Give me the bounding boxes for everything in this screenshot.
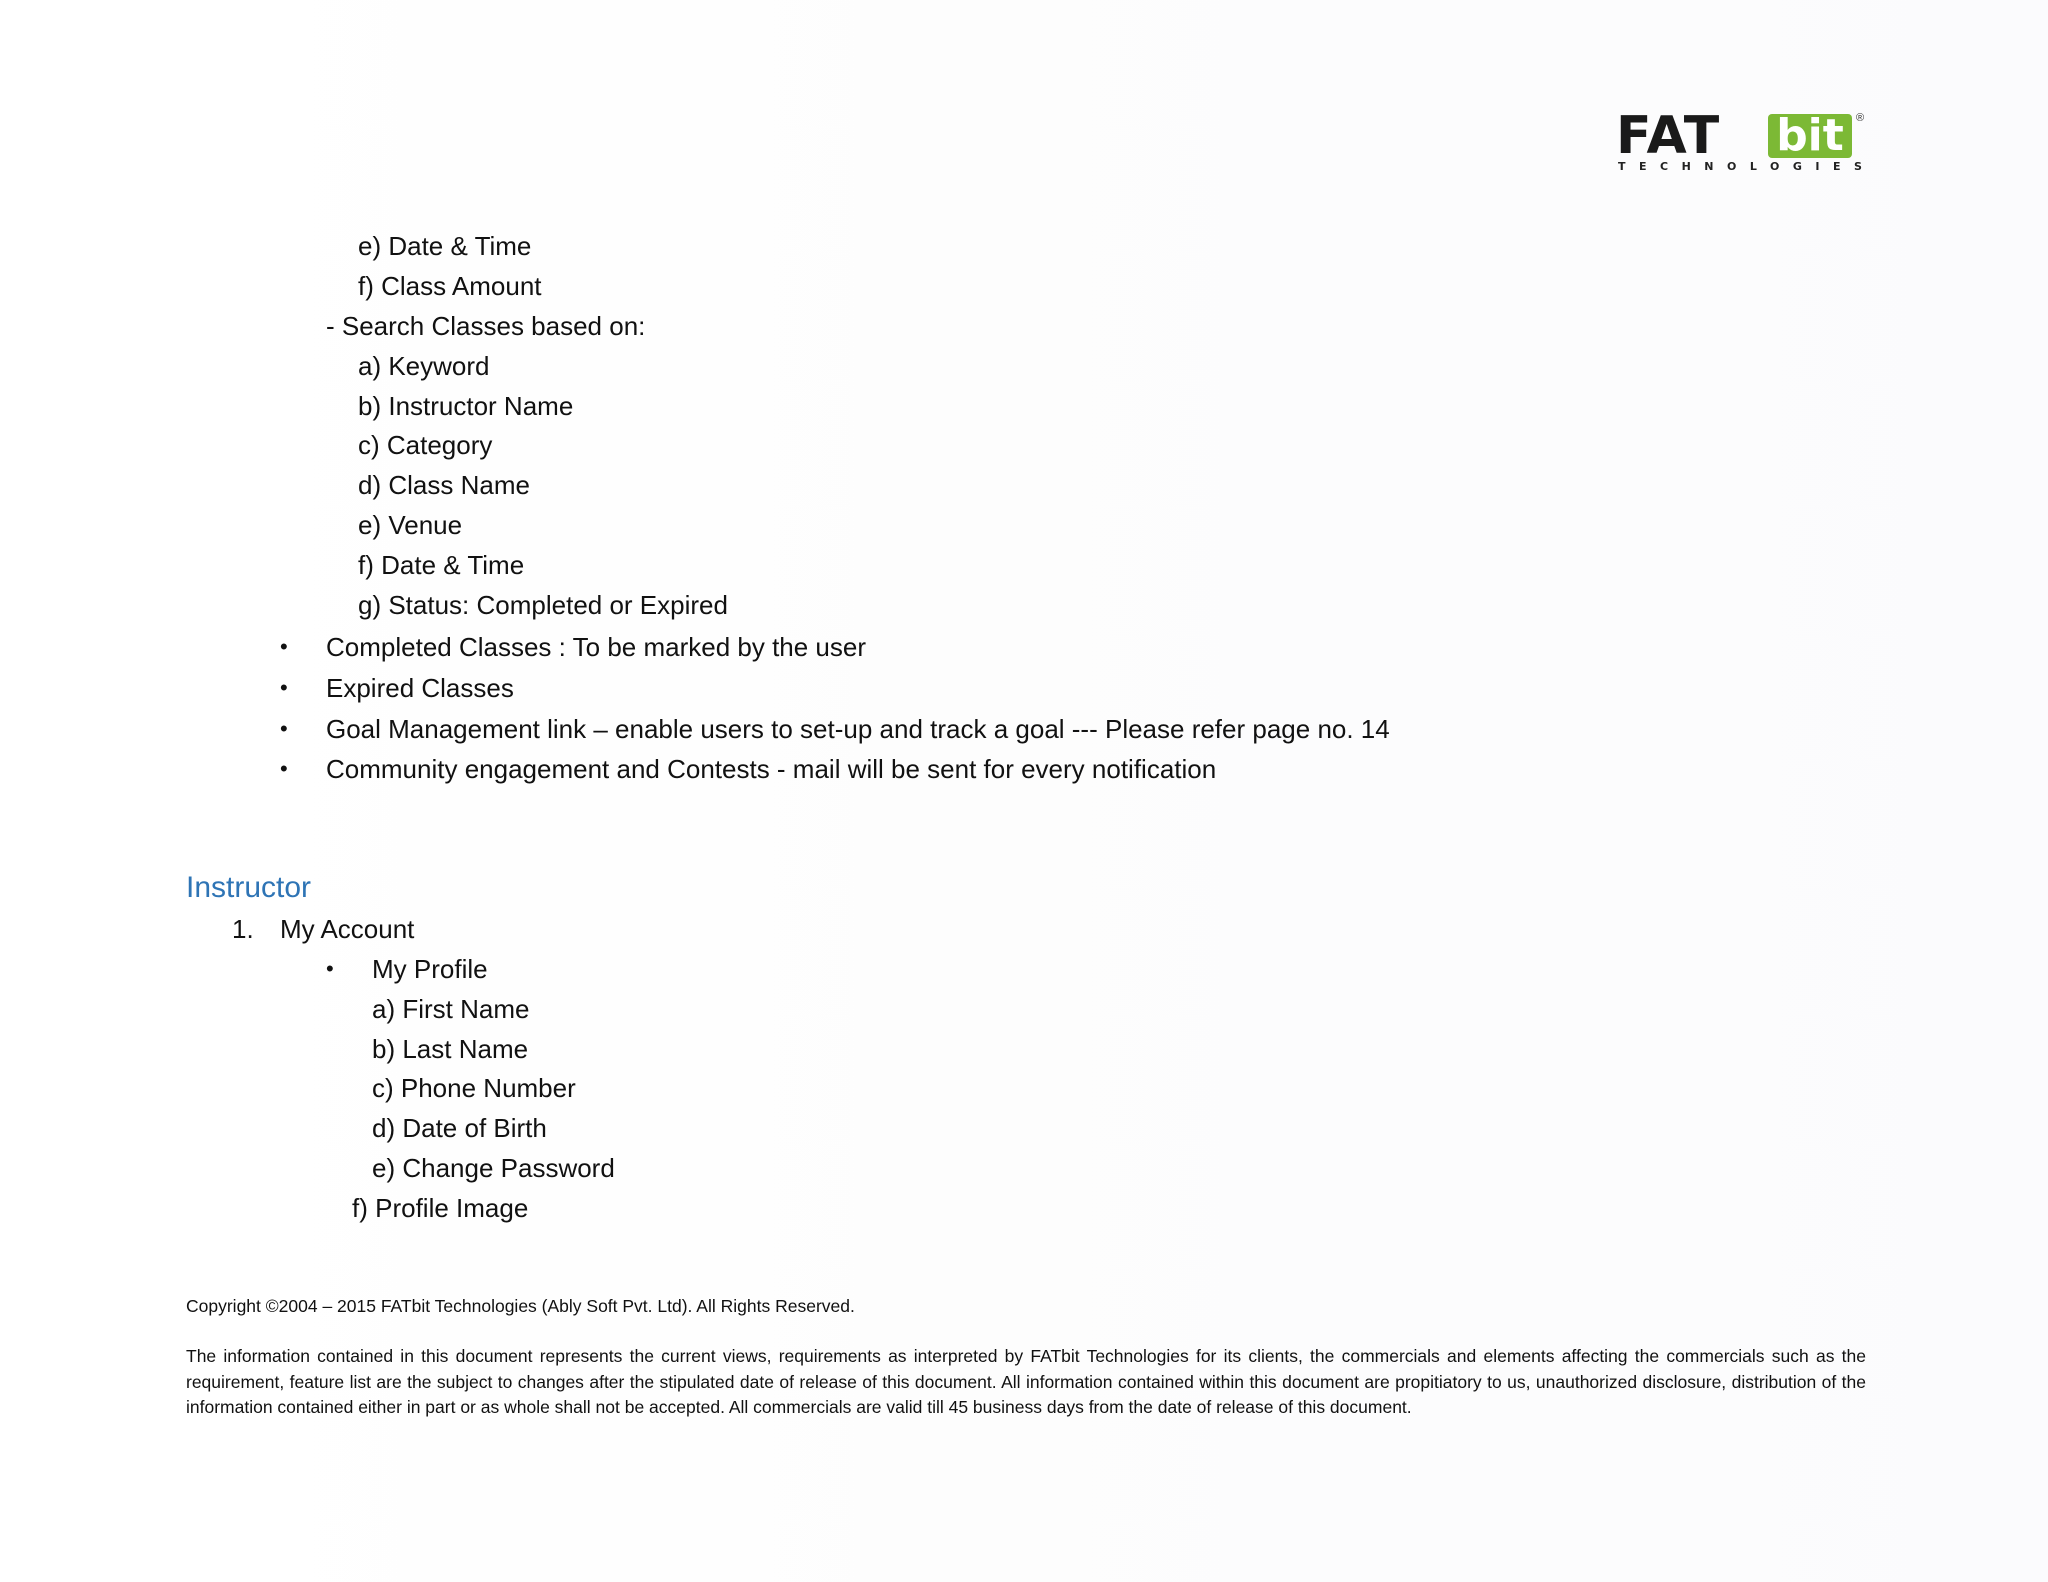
list-item: d) Class Name — [358, 470, 530, 500]
logo-word: FAT — [1616, 106, 1721, 166]
footer-copyright: Copyright ©2004 – 2015 FATbit Technologies (Ably Soft Pvt. Ltd). All Rights Reserved. — [186, 1296, 855, 1316]
bullet-marker: • — [326, 956, 334, 981]
profile-field: c) Phone Number — [372, 1073, 576, 1103]
my-profile-item: My Profile — [372, 954, 488, 984]
profile-field: f) Profile Image — [352, 1193, 529, 1223]
section-heading-instructor: Instructor — [186, 871, 312, 904]
list-item: f) Date & Time — [358, 550, 525, 580]
list-item: a) Keyword — [358, 351, 490, 381]
bullet-marker: • — [280, 675, 288, 700]
logo-accent: bit — [1768, 114, 1852, 158]
registered-mark: ® — [1856, 112, 1865, 124]
bullet-marker: • — [280, 716, 288, 741]
bullet-item: Completed Classes : To be marked by the user — [326, 632, 867, 662]
profile-field: d) Date of Birth — [372, 1113, 547, 1143]
list-item: e) Venue — [358, 510, 463, 540]
bullet-item: Goal Management link – enable users to set-up and track a goal --- Please refer page no. 14 — [326, 714, 1390, 744]
my-account-item: My Account — [280, 914, 415, 944]
profile-field: e) Change Password — [372, 1153, 615, 1183]
footer-legal-notice: The information contained in this document represents the current views, requirements as interpreted by FATbit Technologies for its clients, the commercials and elements affecting the commercials such as the requirement, feature list are the subject to changes after the stipulated date of release of this document. All information contained within this document are propitiatory to us, unauthorized disclosure, distribution of the information contained either in part or as whole shall not be accepted. All commercials are valid till 45 business days from the date of release of this document. — [186, 1346, 1866, 1417]
profile-field: b) Last Name — [372, 1034, 529, 1064]
bullet-item: Expired Classes — [326, 673, 514, 703]
list-item: c) Category — [358, 430, 493, 460]
list-item: g) Status: Completed or Expired — [358, 590, 728, 620]
list-item: e) Date & Time — [358, 231, 532, 261]
list-item: f) Class Amount — [358, 271, 542, 301]
list-item: - Search Classes based on: — [326, 311, 646, 341]
list-number: 1. — [232, 914, 254, 944]
bullet-item: Community engagement and Contests - mail will be sent for every notification — [326, 754, 1217, 784]
logo-tagline: TECHNOLOGIES — [1618, 160, 1876, 173]
fatbit-logo — [1616, 106, 1876, 176]
profile-field: a) First Name — [372, 994, 530, 1024]
bullet-marker: • — [280, 634, 288, 659]
list-item: b) Instructor Name — [358, 391, 574, 421]
bullet-marker: • — [280, 756, 288, 781]
